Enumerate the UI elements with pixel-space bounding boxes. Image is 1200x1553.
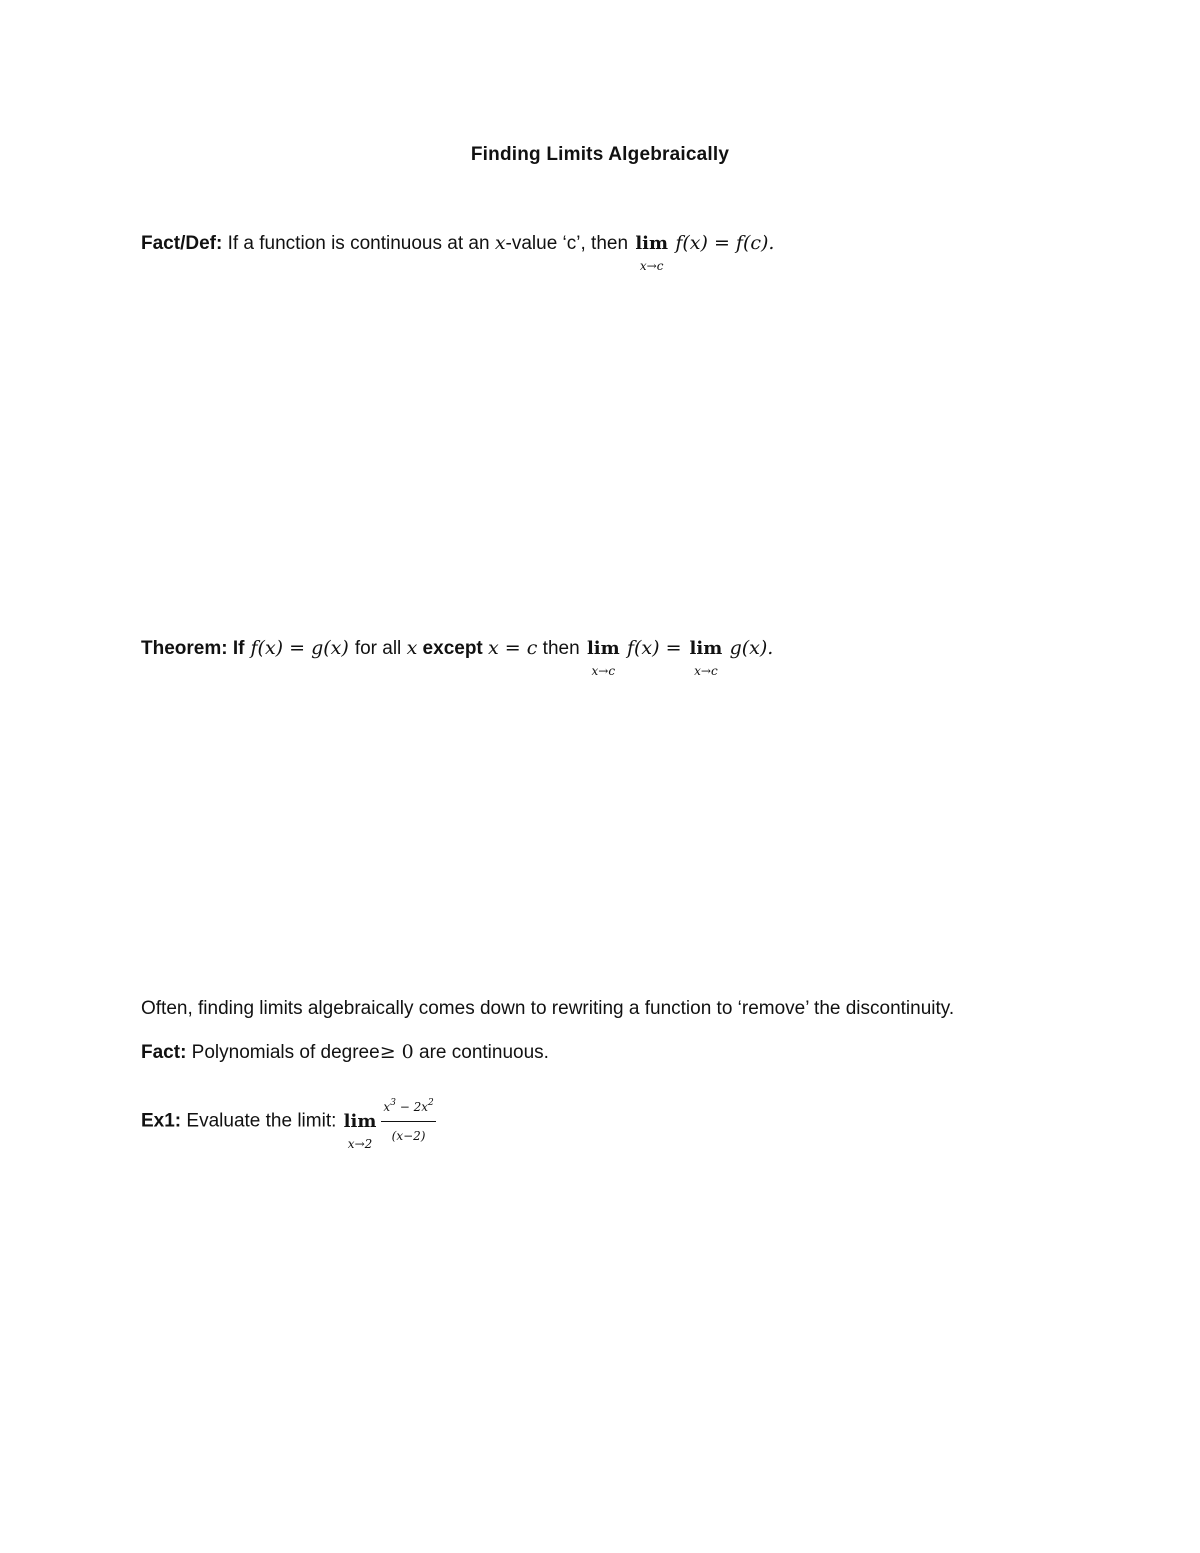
fraction-numerator: $x^3 - 2x^2$	[381, 1091, 435, 1122]
ex1-limit	[343, 1110, 377, 1151]
ex1-text: Evaluate the limit:	[181, 1110, 342, 1132]
theorem-statement	[141, 636, 774, 678]
ex1-label: Ex1:	[141, 1110, 182, 1132]
theorem-except: except	[417, 638, 489, 659]
theorem-text-1: for all	[354, 638, 407, 659]
theorem-label: Theorem: If	[141, 638, 245, 659]
theorem-limit-1	[586, 637, 620, 678]
lim-operator: lim	[586, 638, 620, 659]
ex1-fraction	[381, 1091, 435, 1148]
fact-def-label: Fact/Def:	[141, 233, 223, 254]
lim-operator: lim	[689, 638, 723, 659]
theorem-expr-4: g(x).	[729, 637, 774, 659]
fact-text-1: Polynomials of degree	[186, 1042, 380, 1063]
fact-def-expression: f(x) = f(c).	[675, 232, 775, 254]
lim-operator: lim	[635, 233, 669, 254]
fact-ge-zero: ≥ 0	[379, 1041, 414, 1063]
lim-operator: lim	[343, 1110, 377, 1132]
fact-def-limit	[635, 232, 669, 273]
theorem-expr-2: x = c	[488, 637, 538, 659]
theorem-expr-1: f(x) = g(x)	[244, 637, 355, 659]
fact-text-2: are continuous.	[413, 1042, 549, 1063]
fact-def-text-2: -value ‘c’, then	[505, 233, 634, 254]
ex1-statement	[141, 1093, 436, 1150]
fact-def-statement	[141, 231, 775, 273]
often-paragraph: Often, finding limits algebraically comes down to rewriting a function to ‘remove’ the discontinuity.	[141, 998, 955, 1019]
lim-subscript: x→c	[639, 259, 664, 273]
lim-subscript: x→c	[694, 664, 718, 678]
page-title: Finding Limits Algebraically	[470, 144, 730, 165]
theorem-expr-3: f(x) =	[626, 637, 688, 659]
fact-statement	[141, 1040, 549, 1065]
lim-subscript: x→2	[347, 1136, 373, 1151]
fraction-denominator: (x−2)	[391, 1129, 426, 1143]
theorem-limit-2	[689, 637, 723, 678]
fact-def-var-x: x	[494, 232, 506, 254]
theorem-var-x: x	[406, 637, 418, 659]
theorem-text-2: then	[537, 638, 585, 659]
fact-def-text-1: If a function is continuous at an	[222, 233, 495, 254]
lim-subscript: x→c	[591, 664, 616, 678]
fact-label: Fact:	[141, 1042, 187, 1063]
